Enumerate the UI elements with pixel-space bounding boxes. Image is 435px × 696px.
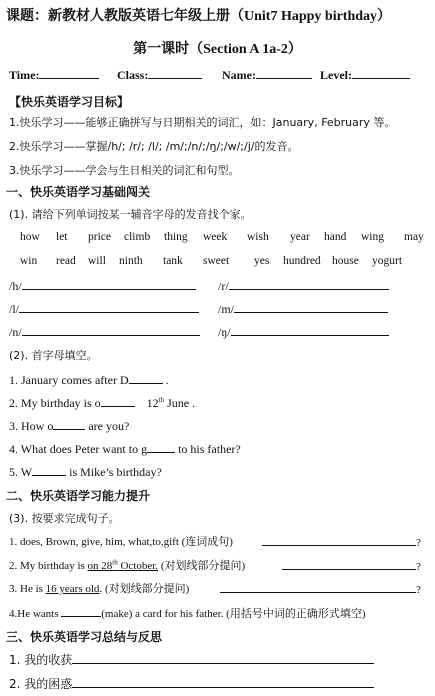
phoneme-n-field	[9, 323, 200, 340]
word: yogurt	[372, 255, 403, 267]
word: price	[88, 231, 111, 243]
fill-text: June .	[164, 396, 196, 410]
fill-blank[interactable]	[53, 417, 85, 430]
reflection-label: 2. 我的困惑	[9, 677, 73, 691]
fill-blank[interactable]	[32, 463, 66, 476]
word: hundred	[283, 255, 321, 267]
reflection-blank[interactable]	[72, 651, 374, 664]
fill-text: to his father?	[175, 442, 241, 456]
word: ninth	[119, 255, 143, 267]
section2-heading: 二、快乐英语学习能力提升	[6, 489, 151, 503]
sentence-item	[9, 557, 245, 573]
word: win	[20, 255, 38, 267]
sentence-text: 4.He wants	[9, 608, 62, 620]
word: let	[56, 231, 68, 243]
page-subtitle: 第一课时（Section A 1a-2）	[133, 42, 302, 57]
answer-blank[interactable]	[220, 580, 416, 593]
name-label: Name:	[222, 68, 256, 82]
word: may	[404, 231, 424, 243]
reflection-item	[9, 651, 374, 668]
phoneme-blank[interactable]	[229, 277, 389, 290]
question-mark: ?	[416, 537, 421, 549]
goal-item: 2.快乐学习——掌握/h/; /r/; /l/; /m/;/n/;/ŋ/;/w/;/j/的发音。	[9, 140, 299, 153]
word: wing	[361, 231, 384, 243]
fill-text: are you?	[85, 419, 130, 433]
underlined-text: on 28	[87, 560, 113, 572]
sentence-item	[9, 533, 233, 549]
word: read	[56, 255, 76, 267]
class-label: Class:	[117, 68, 149, 82]
sentence-text: (对划线部分提问)	[158, 560, 246, 572]
phoneme-blank[interactable]	[19, 300, 199, 313]
q1-instruction: (1). 请给下列单词按某一辅音字母的发音找个家。	[9, 208, 252, 221]
phoneme-blank[interactable]	[22, 323, 200, 336]
sentence-item	[9, 580, 189, 596]
page-title: 课题：新教材人教版英语七年级上册（Unit7 Happy birthday）	[6, 9, 392, 24]
phoneme-label: /r/	[218, 279, 229, 293]
word: will	[88, 255, 106, 267]
fill-text: 2. My birthday is o	[9, 396, 101, 410]
fill-item	[9, 440, 241, 457]
sentence-text: 2. My birthday is	[9, 560, 88, 572]
fill-blank[interactable]	[147, 440, 175, 453]
sentence-answer	[262, 533, 421, 549]
ordinal-suffix: th	[112, 558, 118, 567]
reflection-blank[interactable]	[72, 675, 374, 688]
fill-item	[9, 371, 169, 388]
fill-text: 12	[146, 396, 159, 410]
phoneme-label: /l/	[9, 302, 20, 316]
sentence-answer	[282, 557, 421, 573]
fill-blank[interactable]	[101, 394, 135, 407]
word: tank	[163, 255, 183, 267]
phoneme-label: /h/	[9, 279, 22, 293]
answer-blank[interactable]	[282, 557, 416, 570]
phoneme-m-field	[218, 300, 388, 317]
phoneme-label: /ŋ/	[218, 325, 231, 339]
fill-text: .	[162, 373, 169, 387]
reflection-label: 1. 我的收获	[9, 653, 73, 667]
sentence-text: (make) a card for his father. (用括号中词的正确形式填空)	[101, 608, 366, 620]
word: how	[20, 231, 40, 243]
phoneme-blank[interactable]	[234, 300, 388, 313]
fill-item	[9, 394, 195, 411]
phoneme-l-field	[9, 300, 199, 317]
sentence-item	[9, 604, 366, 621]
level-field	[320, 66, 410, 83]
underlined-text: 16 years old	[45, 583, 100, 595]
word: sweet	[203, 255, 230, 267]
sentence-text: 1. does, Brown, give, him, what,to,gift (连词成句)	[9, 536, 233, 548]
ordinal-suffix: th	[158, 396, 165, 404]
sentence-text: 3. He is	[9, 583, 46, 595]
underlined-text: October.	[117, 560, 159, 572]
time-label: Time:	[9, 68, 40, 82]
class-field	[117, 66, 202, 83]
phoneme-label: /m/	[218, 302, 235, 316]
goal-item: 3.快乐学习——学会与生日相关的词汇和句型。	[9, 164, 240, 177]
goal-item: 1.快乐学习——能够正确拼写与日期相关的词汇，如：January, February 等。	[9, 116, 396, 129]
fill-text: 4. What does Peter want to g	[9, 442, 148, 456]
fill-text: is Mike’s birthday?	[66, 465, 162, 479]
time-field	[9, 66, 99, 83]
word: hand	[324, 231, 347, 243]
q3-instruction: (3). 按要求完成句子。	[9, 512, 120, 525]
reflection-item	[9, 675, 374, 692]
goals-heading: 【快乐英语学习目标】	[9, 95, 130, 109]
word: thing	[164, 231, 188, 243]
phoneme-blank[interactable]	[22, 277, 196, 290]
word: house	[332, 255, 359, 267]
word: yes	[254, 255, 270, 267]
time-blank[interactable]	[39, 66, 99, 79]
section1-heading: 一、快乐英语学习基础闯关	[6, 185, 151, 199]
fill-text: 5. W	[9, 465, 33, 479]
fill-blank[interactable]	[129, 371, 163, 384]
class-blank[interactable]	[148, 66, 202, 79]
q2-instruction: (2). 首字母填空。	[9, 349, 98, 362]
phoneme-h-field	[9, 277, 196, 294]
level-label: Level:	[320, 68, 352, 82]
word: wish	[247, 231, 269, 243]
phoneme-blank[interactable]	[231, 323, 389, 336]
fill-item	[9, 417, 129, 434]
name-blank[interactable]	[256, 66, 312, 79]
sentence-answer	[220, 580, 421, 596]
phoneme-label: /n/	[9, 325, 22, 339]
word: year	[290, 231, 310, 243]
answer-blank[interactable]	[262, 533, 416, 546]
question-mark: ?	[416, 584, 421, 596]
fill-text: 3. How o	[9, 419, 54, 433]
phoneme-ng-field	[218, 323, 389, 340]
answer-blank[interactable]	[61, 604, 101, 617]
word: climb	[124, 231, 151, 243]
section3-heading: 三、快乐英语学习总结与反思	[6, 630, 163, 644]
question-mark: ?	[416, 561, 421, 573]
phoneme-r-field	[218, 277, 389, 294]
name-field	[222, 66, 312, 83]
level-blank[interactable]	[352, 66, 410, 79]
sentence-text: . (对划线部分提问)	[99, 583, 190, 595]
fill-text: 1. January comes after D	[9, 373, 129, 387]
word: week	[203, 231, 228, 243]
fill-item	[9, 463, 162, 480]
